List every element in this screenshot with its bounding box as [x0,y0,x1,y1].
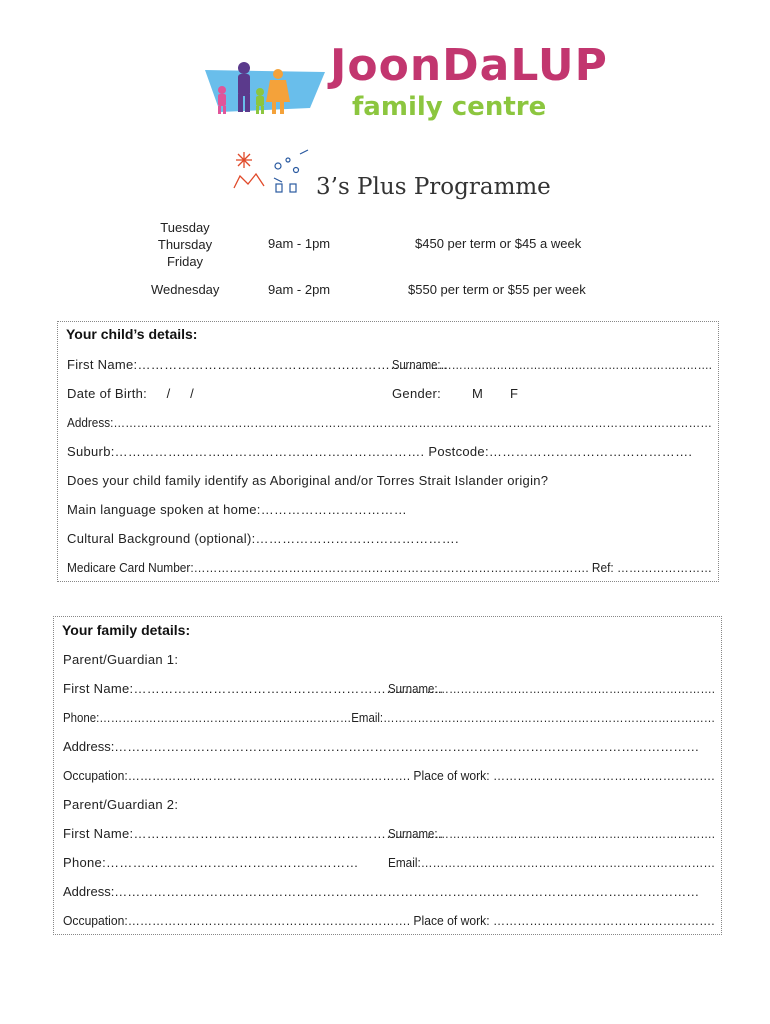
day-label: Friday [166,254,204,269]
guardian-1-surname-field[interactable]: Surname:………………………………………………………………. [388,681,715,696]
schedule-price-2: $550 per term or $55 per week [408,282,586,297]
guardian-2-address-field[interactable]: Address:……………………………………………………………………………………………………………………… [63,884,700,899]
guardian-1-occupation-field[interactable]: Occupation:……………………………………………………………. Place of work: ………………………………………………. [63,768,715,783]
guardian-2-first-name-field[interactable]: First Name:……………………………………………………………. [63,826,444,841]
guardian-2-occupation-field[interactable]: Occupation:……………………………………………………………. Place of work: ………………………………………………. [63,913,715,928]
guardian-1-phone-email-field[interactable]: Phone:…………………………………………………………Email:…………………………………………………………………………… [63,710,716,725]
medicare-field[interactable]: Medicare Card Number:………………………………………………………………………………………. Ref: …………………… [67,560,712,575]
logo-subtitle: family centre [352,92,547,122]
schedule-time-2: 9am - 2pm [268,282,331,297]
guardian-1-address-field[interactable]: Address:……………………………………………………………………………………………………………………… [63,739,700,754]
centre-logo [200,40,608,130]
guardian-2-phone-field[interactable]: Phone:………………………………………………… [63,855,359,870]
gender-option-f[interactable]: F [510,386,519,401]
child-address-field[interactable]: Address:……………………………………………………………………………………………………………………………………… [67,415,713,430]
child-details-heading: Your child’s details: [66,326,198,342]
schedule-days-2: Wednesday [151,282,220,297]
language-field[interactable]: Main language spoken at home:…………………………… [67,502,408,517]
cultural-background-field[interactable]: Cultural Background (optional):………………………………………. [67,531,459,546]
programme-title: 3’s Plus Programme [316,174,551,200]
day-label: Tuesday [160,220,210,235]
child-dob-field[interactable]: Date of Birth: / / [67,386,195,401]
aboriginal-question: Does your child family identify as Aboriginal and/or Torres Strait Islander origin? [67,473,549,488]
schedule-price-1: $450 per term or $45 a week [415,236,582,251]
logo-title: JoonDaLUP [330,40,608,91]
child-first-name-field[interactable]: First Name:……………………………………………………………. [67,357,448,372]
guardian-2-label: Parent/Guardian 2: [63,797,179,812]
child-surname-field[interactable]: Surname:………………………………………………………………. [392,357,712,372]
guardian-2-email-field[interactable]: Email:………………………………………………………………… [388,855,716,870]
gender-option-m[interactable]: M [472,386,484,401]
child-gender-label: Gender: [392,386,442,401]
child-suburb-postcode-field[interactable]: Suburb:……………………………………………………………. Postcode:………………………………………. [67,444,693,459]
schedule-days-1 [140,219,230,270]
family-figures-icon [200,50,330,130]
guardian-2-surname-field[interactable]: Surname:………………………………………………………………. [388,826,715,841]
schedule-time-1: 9am - 1pm [268,236,331,251]
guardian-1-first-name-field[interactable]: First Name:……………………………………………………………. [63,681,444,696]
day-label: Thursday [157,237,213,252]
guardian-1-label: Parent/Guardian 1: [63,652,179,667]
family-details-heading: Your family details: [62,622,191,638]
children-drawing-icon [230,148,312,196]
